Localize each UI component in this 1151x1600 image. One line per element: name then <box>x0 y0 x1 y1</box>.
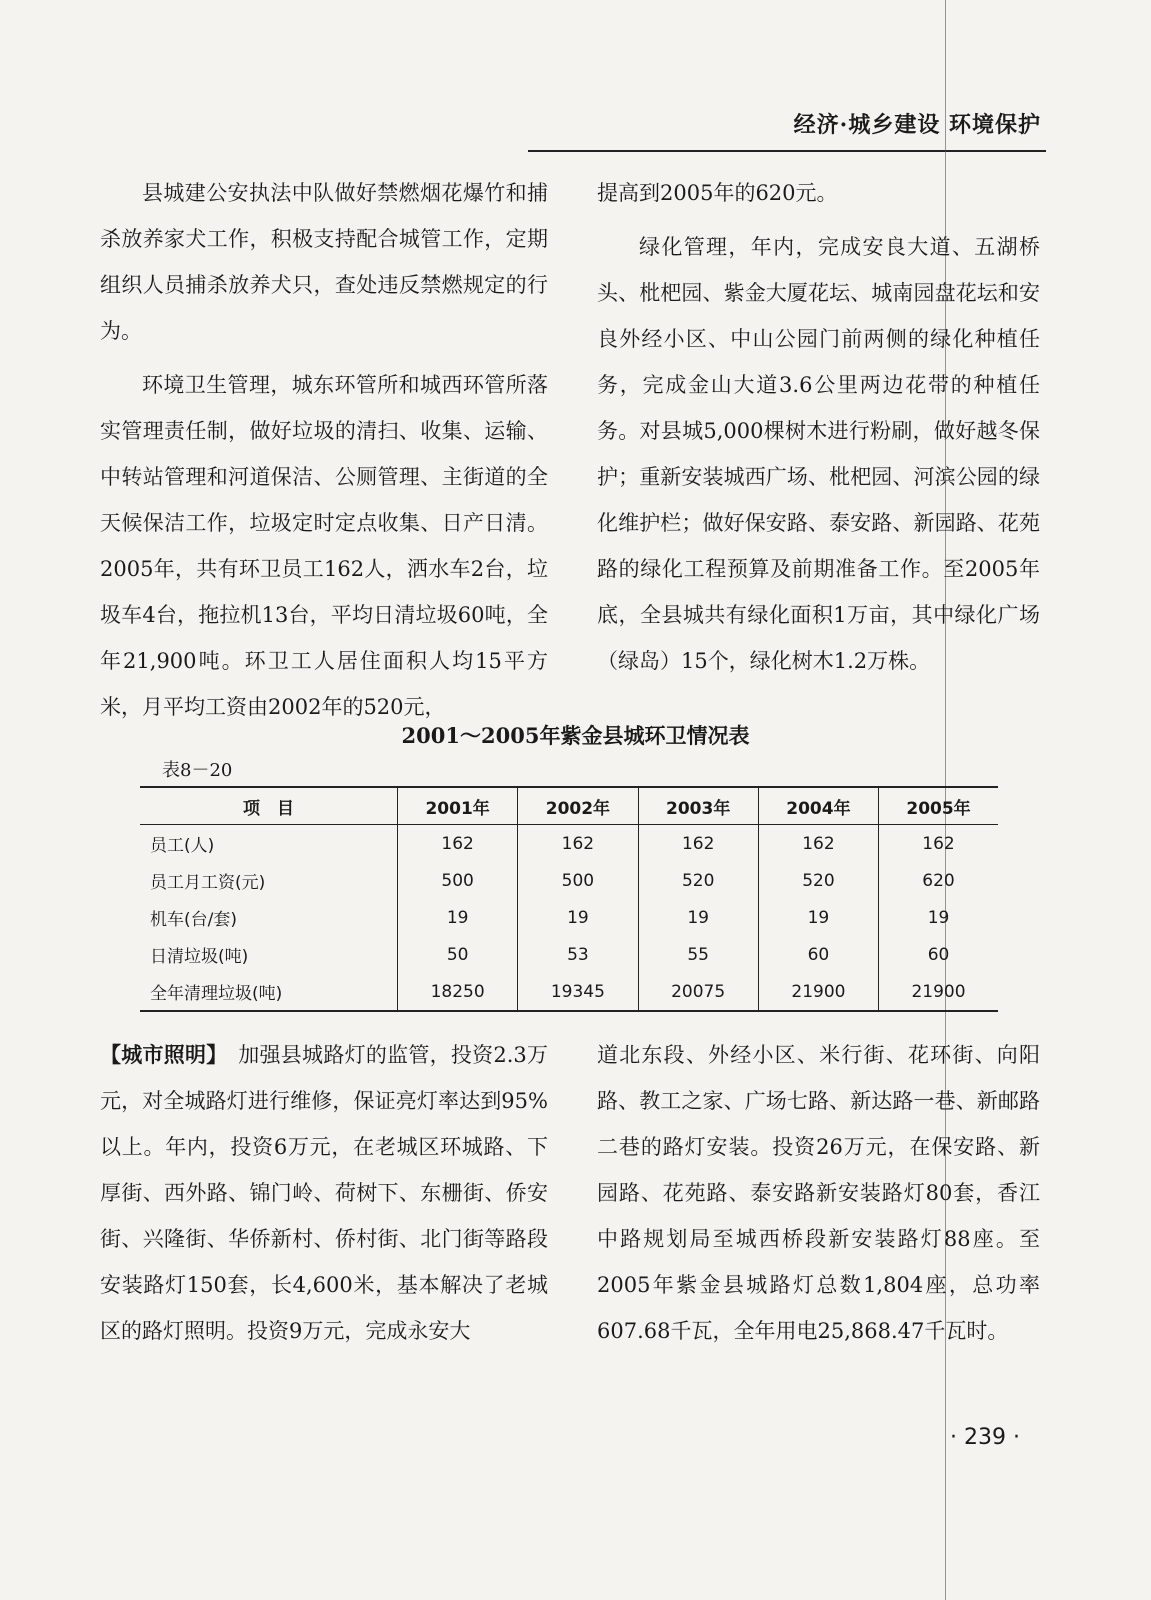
paragraph-continuation: 提高到2005年的620元。 <box>597 181 838 205</box>
table-cell: 21900 <box>758 973 878 1011</box>
table-cell: 162 <box>879 825 998 863</box>
sanitation-table <box>140 786 998 1012</box>
paragraph-greening: 绿化管理，年内，完成安良大道、五湖桥头、枇杷园、紫金大厦花坛、城南园盘花坛和安良外经小区、中山公园门前两侧的绿化种植任务，完成金山大道3.6公里两边花带的种植任务。对县城5,000棵树木进行粉刷，做好越冬保护；重新安装城西广场、枇杷园、河滨公园的绿化维护栏；做好保安路、泰安路、新园路、花苑路的绿化工程预算及前期准备工作。至2005年底，全县城共有绿化面积1万亩，其中绿化广场（绿岛）15个，绿化树木1.2万株。 <box>597 235 1040 673</box>
header-2004: 2004年 <box>758 787 878 825</box>
table-title: 2001～2005年紫金县城环卫情况表 <box>401 723 750 748</box>
paragraph-lighting-continued: 道北东段、外经小区、米行街、花环街、向阳路、教工之家、广场七路、新达路一巷、新邮路二巷的路灯安装。投资26万元，在保安路、新园路、花苑路、泰安路新安装路灯80套，香江中路规划局至城西桥段新安装路灯88座。至2005年紫金县城路灯总数1,804座，总功率607.68千瓦，全年用电25,868.47千瓦时。 <box>597 1043 1040 1343</box>
header-2001: 2001年 <box>398 787 518 825</box>
table-row <box>140 862 998 899</box>
paragraph-sanitation: 环境卫生管理，城东环管所和城西环管所落实管理责任制，做好垃圾的清扫、收集、运输、中转站管理和河道保洁、公厕管理、主街道的全天候保洁工作，垃圾定时定点收集、日产日清。2005年，共有环卫员工162人，洒水车2台，垃圾车4台，拖拉机13台，平均日清垃圾60吨，全年21,900吨。环卫工人居住面积人均15平方米，月平均工资由2002年的520元， <box>100 373 548 719</box>
table-cell: 19 <box>398 899 518 936</box>
top-right-column <box>597 170 1040 692</box>
header-2005: 2005年 <box>879 787 998 825</box>
row-label: 机车(台/套) <box>150 910 237 930</box>
page-number: · 239 · <box>950 1425 1020 1450</box>
table-header-row <box>140 787 998 825</box>
table-cell: 520 <box>638 862 758 899</box>
table-cell: 60 <box>758 936 878 973</box>
row-label: 全年清理垃圾(吨) <box>150 984 283 1004</box>
table-cell: 19 <box>518 899 638 936</box>
top-left-column <box>100 170 548 738</box>
table-number: 表8－20 <box>162 760 233 781</box>
bottom-left-column <box>100 1032 548 1362</box>
header-2003: 2003年 <box>638 787 758 825</box>
table-cell: 53 <box>518 936 638 973</box>
table-cell: 19 <box>758 899 878 936</box>
table-cell: 620 <box>879 862 998 899</box>
table-cell: 60 <box>879 936 998 973</box>
header-item: 项 目 <box>243 798 294 819</box>
table-cell: 162 <box>518 825 638 863</box>
row-label: 日清垃圾(吨) <box>150 947 249 967</box>
paragraph-fireworks: 县城建公安执法中队做好禁燃烟花爆竹和捕杀放养家犬工作，积极支持配合城管工作，定期组织人员捕杀放养犬只，查处违反禁燃规定的行为。 <box>100 181 548 343</box>
table-cell: 21900 <box>879 973 998 1011</box>
lighting-keyword: 【城市照明】 <box>100 1042 218 1067</box>
row-label: 员工(人) <box>150 836 215 856</box>
table-cell: 500 <box>518 862 638 899</box>
header-2002: 2002年 <box>518 787 638 825</box>
table-cell: 19 <box>879 899 998 936</box>
bottom-right-column <box>597 1032 1040 1362</box>
header-rule <box>528 150 1046 152</box>
paragraph-lighting <box>100 1032 548 1354</box>
table-cell: 19 <box>638 899 758 936</box>
table-cell: 19345 <box>518 973 638 1011</box>
lighting-text: 加强县城路灯的监管，投资2.3万元，对全城路灯进行维修，保证亮灯率达到95%以上。年内，投资6万元，在老城区环城路、下厚街、西外路、锦门岭、荷树下、东栅街、侨安街、兴隆街、华侨新村、侨村街、北门街等路段安装路灯150套，长4,600米，基本解决了老城区的路灯照明。投资9万元，完成永安大 <box>100 1043 549 1343</box>
table-cell: 55 <box>638 936 758 973</box>
section-header: 经济·城乡建设 环境保护 <box>793 112 1041 138</box>
table-cell: 500 <box>398 862 518 899</box>
table-cell: 18250 <box>398 973 518 1011</box>
table-cell: 162 <box>398 825 518 863</box>
table-cell: 162 <box>758 825 878 863</box>
table-row <box>140 973 998 1011</box>
table-row <box>140 899 998 936</box>
table-cell: 162 <box>638 825 758 863</box>
row-label: 员工月工资(元) <box>150 873 266 893</box>
table-row <box>140 936 998 973</box>
table-row <box>140 825 998 863</box>
table-cell: 520 <box>758 862 878 899</box>
table-cell: 20075 <box>638 973 758 1011</box>
table-cell: 50 <box>398 936 518 973</box>
